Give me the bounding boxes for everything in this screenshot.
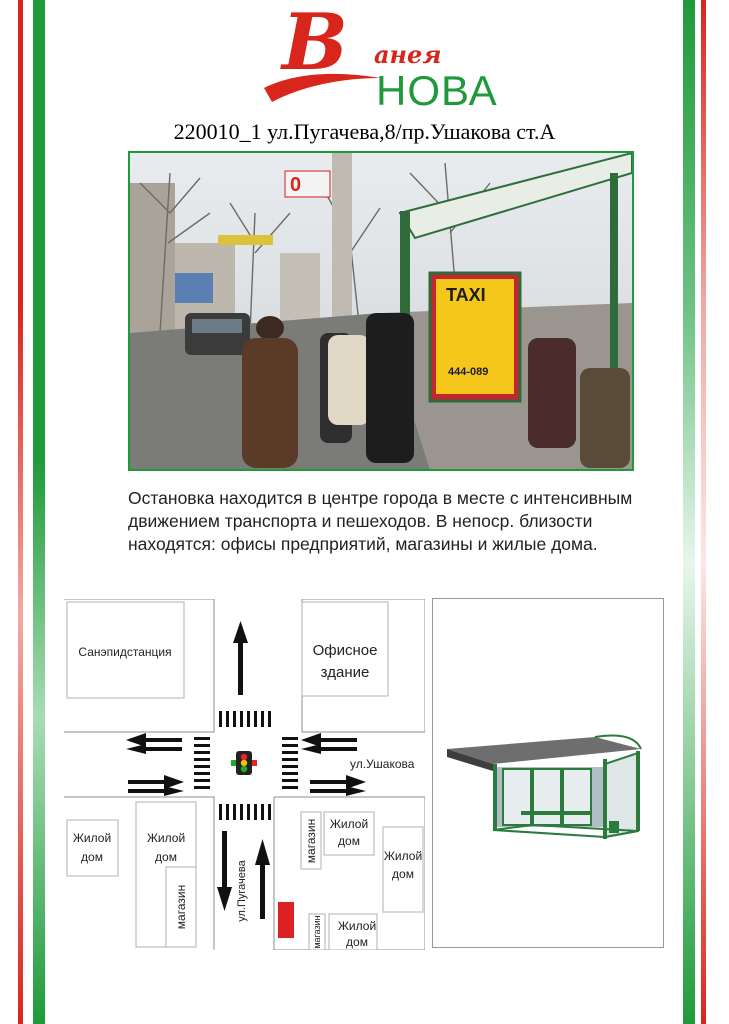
crosswalk-bottom	[219, 804, 271, 820]
shelter-illustration-frame	[432, 598, 664, 948]
logo-word: анея	[374, 40, 442, 69]
label-res4-1: Жилой	[383, 849, 423, 863]
label-res2-2: дом	[155, 850, 177, 864]
label-shop1: магазин	[174, 884, 188, 930]
right-red-stripe	[701, 0, 706, 1024]
label-shop3: магазин	[312, 915, 322, 949]
logo-script-letter: B	[282, 0, 348, 88]
traffic-light-icon	[231, 751, 257, 775]
taxi-phone-text: 444-089	[448, 366, 489, 378]
stop-description: Остановка находится в центре города в месте с интенсивным движением транспорта и пешеходов. В непоср. близости находятся: офисы предприятий, магазины и жилые дома.	[128, 488, 633, 554]
arrows-right-icon	[128, 775, 366, 796]
label-res5-1: Жилой	[337, 919, 377, 933]
label-shop2: магазин	[304, 818, 318, 864]
crosswalk-left	[194, 737, 210, 789]
label-office-2: здание	[320, 664, 370, 681]
label-res2-1: Жилой	[146, 831, 186, 845]
label-office-1: Офисное	[312, 642, 378, 659]
address-heading: 220010_1 ул.Пугачева,8/пр.Ушакова ст.А	[173, 119, 556, 144]
bus-shelter-illustration	[433, 599, 663, 947]
sign-zero-text: 0	[290, 174, 302, 196]
arrow-up-bottom-icon	[255, 839, 270, 919]
arrow-up-top-icon	[233, 621, 248, 695]
stop-location-marker	[278, 902, 294, 938]
building-res1	[67, 820, 118, 876]
location-map	[64, 599, 425, 950]
label-res4-2: дом	[392, 867, 414, 881]
label-res5-2: дом	[346, 935, 368, 949]
arrow-down-bottom-icon	[217, 831, 232, 911]
brand-logo	[262, 0, 498, 115]
label-ushakova: ул.Ушакова	[350, 757, 415, 771]
label-res1-2: дом	[81, 850, 103, 864]
crosswalk-right	[282, 737, 298, 789]
label-sanepid: Санэпидстанция	[78, 645, 172, 659]
label-res3-1: Жилой	[329, 817, 369, 831]
logo-subword: НОВА	[376, 67, 498, 114]
label-res3-2: дом	[338, 834, 360, 848]
right-green-stripe	[683, 0, 695, 1024]
label-res1-1: Жилой	[72, 831, 112, 845]
arrows-left-icon	[126, 733, 357, 754]
crosswalk-top	[219, 711, 271, 727]
left-green-stripe	[33, 0, 45, 1024]
left-red-stripe	[18, 0, 23, 1024]
bus-stop-photo	[128, 151, 634, 471]
label-pugacheva: ул.Пугачева	[236, 860, 248, 922]
street-scene-image	[130, 153, 632, 469]
taxi-title-text: TAXI	[446, 285, 486, 305]
